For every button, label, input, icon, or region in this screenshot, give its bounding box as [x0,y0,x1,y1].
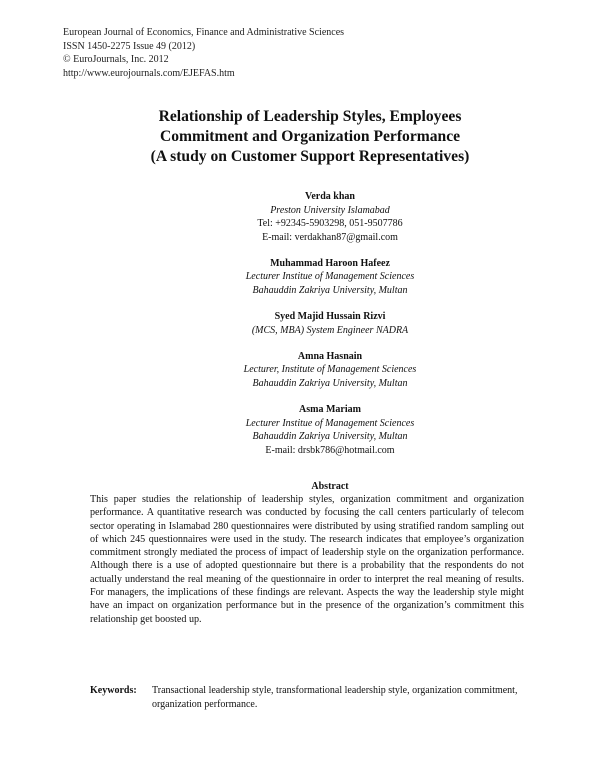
author-affiliation: Bahauddin Zakriya University, Multan [252,431,408,443]
author-list [80,190,580,470]
journal-copyright: © EuroJournals, Inc. 2012 [63,54,169,66]
author-affiliation: Lecturer Institue of Management Sciences [245,271,415,283]
author-name: Verda khan [305,191,355,202]
author-block-1 [80,190,580,244]
author-phone: Tel: +92345-5903298, 051-9507786 [257,218,403,230]
title-line-1: Relationship of Leadership Styles, Employees [158,108,462,125]
journal-url[interactable]: http://www.eurojournals.com/EJEFAS.htm [63,67,235,79]
author-block-5 [80,403,580,457]
abstract-text: This paper studies the relationship of leadership styles, organization commitment and organization performance. A quantitative research was conducted by focusing the call centers particularly of telecom sector operating in Islamabad 280 questionnaires were distributed by using stratified random sampling out of which 245 questionnaires were used in the study. The research indicates that employee’s organization commitment strongly mediated the process of impact of leadership style on the organization performance. Although there is a use of adopted questionnaire but there is a probability that the respondents do not actually understand the real meaning of the questionnaire in order to interpret the real meaning of results. For managers, the implications of these findings are relevant. Aspects the way the leadership style might have an impact on organization performance but in the presence of the organization’s commitment this relationship get boosted up. [90,494,524,625]
keywords-text: Transactional leadership style, transformational leadership style, organization commitment, organization performance. [152,685,518,710]
author-affiliation: (MCS, MBA) System Engineer NADRA [251,324,409,336]
abstract-heading: Abstract [311,481,349,492]
author-block-2 [80,257,580,298]
paper-title [40,107,580,166]
journal-issn: ISSN 1450-2275 Issue 49 (2012) [63,40,196,52]
title-line-3: (A study on Customer Support Representatives) [150,147,470,165]
keywords-label: Keywords: [90,685,137,696]
author-email: E-mail: drsbk786@hotmail.com [265,444,395,456]
author-affiliation: Lecturer, Institute of Management Sciences [243,364,417,376]
author-name: Asma Mariam [299,404,361,416]
title-line-2: Commitment and Organization Performance [159,127,461,145]
journal-name: European Journal of Economics, Finance and Administrative Sciences [63,27,345,38]
author-name: Syed Majid Hussain Rizvi [274,311,386,323]
author-block-3 [80,310,580,337]
author-name: Amna Hasnain [297,350,363,362]
author-block-4 [80,350,580,391]
author-affiliation: Bahauddin Zakriya University, Multan [252,378,408,390]
author-affiliation: Lecturer Institue of Management Sciences [245,417,415,429]
author-affiliation: Preston University Islamabad [270,204,390,216]
author-name: Muhammad Haroon Hafeez [270,257,390,269]
journal-header [63,26,344,80]
author-affiliation: Bahauddin Zakriya University, Multan [252,285,408,297]
author-email: E-mail: verdakhan87@gmail.com [262,231,398,243]
